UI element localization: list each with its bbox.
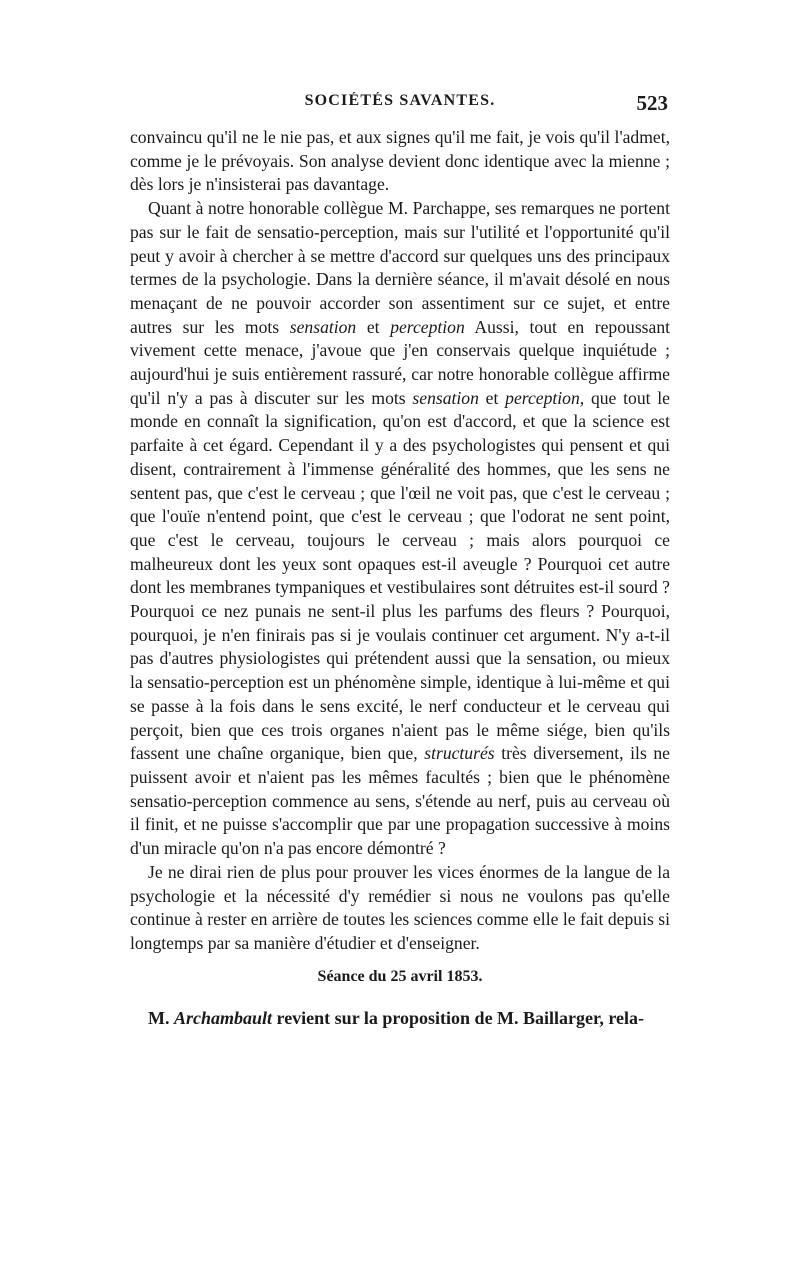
running-title: SOCIÉTÉS SAVANTES. (304, 92, 496, 109)
paragraph-1: convaincu qu'il ne le nie pas, et aux signes qu'il me fait, je vois qu'il l'admet, comme je le prévoyais. Son analyse devient donc identique avec la mienne ; dès lors je n'insisterai pas davantage. (130, 127, 670, 195)
paragraph-2-text-5: , que tout le monde en connaît la signification, qu'on est d'accord, et que la science est parfaite à cet égard. Cependant il y a des psychologistes qui pensent et qui disent, contrairement à l'immense généralité des hommes, que les sens ne sentent pas, que c'est le cerveau ; que l'œil ne voit pas, que c'est le cerveau ; que l'ouïe n'entend point, que c'est le cerveau ; que l'odorat ne sent point, que c'est le cerveau, toujours le cerveau ; mais alors pourquoi ce malheureux dont les yeux sont opaques est-il aveugle ? Pourquoi cet autre dont les membranes tympaniques et vestibulaires sont détruites est-il sourd ? Pourquoi ce nez punais ne sent-il plus les parfums des fleurs ? Pourquoi, pourquoi, je n'en finirais pas si je voulais continuer cet argument. N'y a-t-il pas d'autres physiologistes qui prétendent aussi que la sensation, ou mieux la sensatio-perception est un phénomène simple, identique à lui-même et qui se passe à la fois dans le sens excité, le nerf conducteur et le cerveau qui perçoit, bien que ces trois organes n'aient pas le même siége, bien qu'ils fassent une chaîne organique, bien que, (130, 387, 670, 764)
italic-term-perception-2: perception (505, 387, 580, 408)
italic-term-structures: structurés (424, 743, 495, 764)
page-number: 523 (636, 92, 668, 115)
paragraph-2 (130, 197, 670, 861)
session-heading: Séance du 25 avril 1853. (317, 967, 483, 985)
speaker-name: Archambault (174, 1007, 273, 1028)
paragraph-2-text-2: et (356, 316, 391, 337)
running-head (130, 92, 670, 126)
italic-term-sensation-2: sensation (412, 387, 479, 408)
body-text (130, 126, 670, 956)
paragraph-2-text-6: très diversement, ils ne puissent avoir et n'aient pas les mêmes facultés ; bien que le phénomène sensatio-perception commence au sens, s'étende au nerf, puis au cerveau où il finit, et ne puisse s'accomplir que par une propagation successive à moins d'un miracle qu'on n'a pas encore démontré ? (130, 743, 670, 859)
final-line-prefix: M. (148, 1007, 174, 1028)
final-line-text: revient sur la proposition de M. Baillarger, rela- (272, 1007, 645, 1028)
paragraph-2-text-3: Aussi, tout en repoussant vivement cette menace, j'avoue que j'en conservais quelque inquiétude ; aujourd'hui je suis entièrement rassuré, car notre honorable collègue affirme qu'il n'y a pas à discuter sur les mots (130, 316, 670, 408)
book-page (130, 92, 670, 1242)
paragraph-2-text-1: Quant à notre honorable collègue M. Parchappe, ses remarques ne portent pas sur le fait de sensatio-perception, mais sur l'utilité et l'opportunité qu'il peut y avoir à chercher à se mettre d'accord sur quelques uns des principaux termes de la psychologie. Dans la dernière séance, il m'avait désolé en nous menaçant de ne pouvoir accorder son assentiment sur ce sujet, et entre autres sur les mots (130, 198, 670, 337)
italic-term-perception: perception (390, 316, 465, 337)
final-line (130, 1006, 670, 1030)
paragraph-2-text-4: et (478, 387, 506, 408)
paragraph-3: Je ne dirai rien de plus pour prouver les vices énormes de la langue de la psychologie et la nécessité d'y remédier si nous ne voulons pas qu'elle continue à rester en arrière de toutes les sciences comme elle le fait depuis si longtemps par sa manière d'étudier et d'enseigner. (130, 861, 670, 953)
italic-term-sensation: sensation (289, 316, 357, 337)
